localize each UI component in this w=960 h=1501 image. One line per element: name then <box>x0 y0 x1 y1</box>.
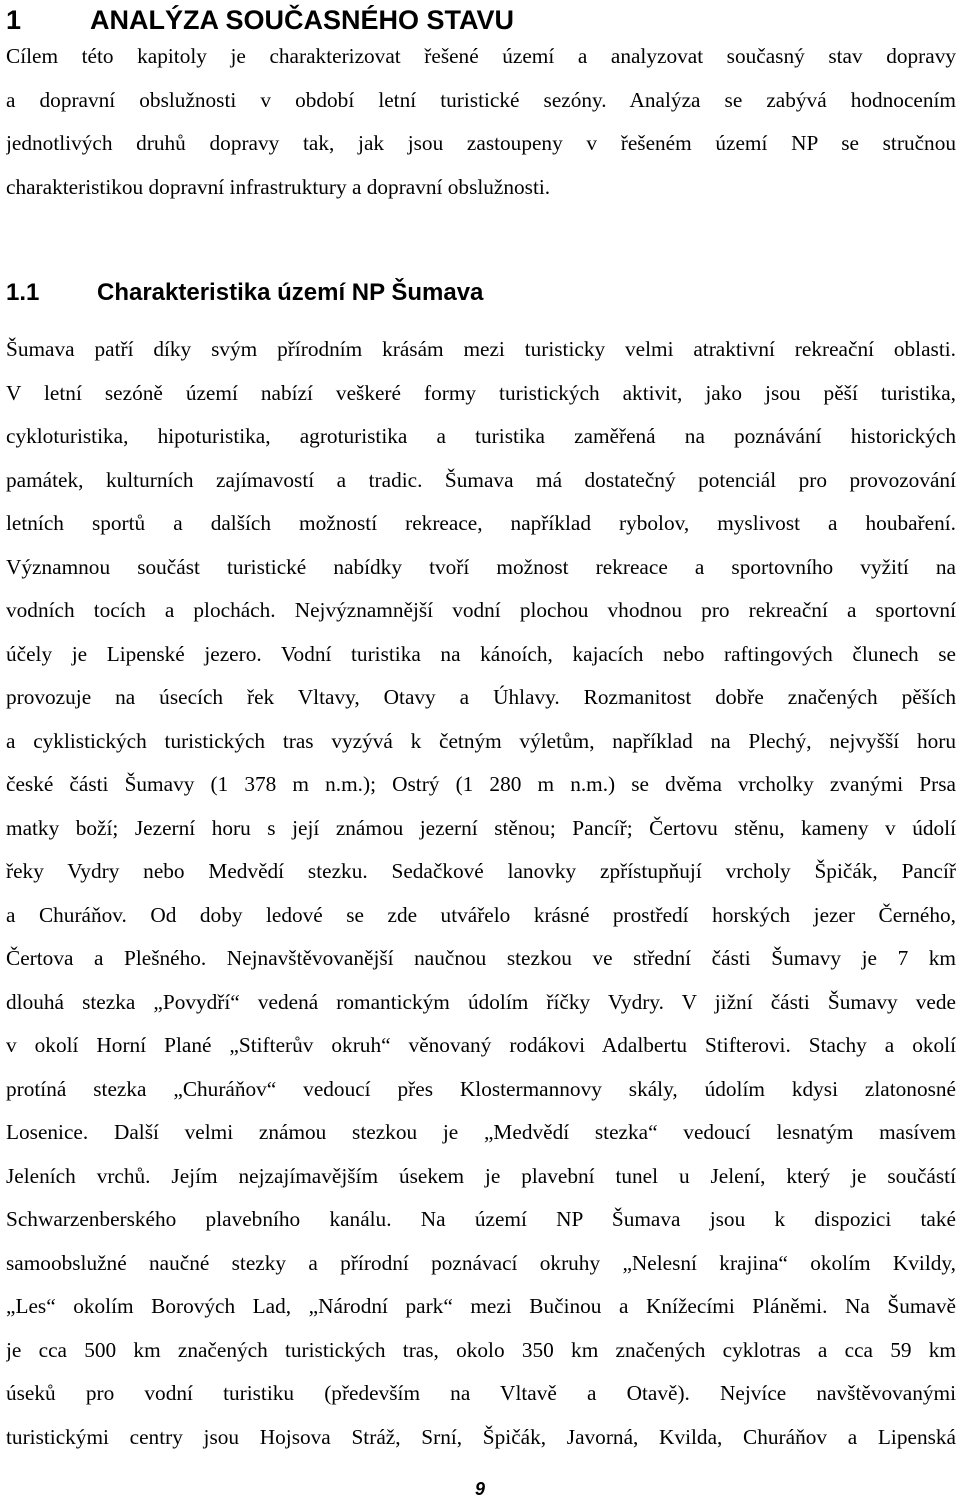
section-heading <box>6 275 483 311</box>
text-line: vodních tocích a plochách. Nejvýznamnější vodní plochou vhodnou pro rekreační a sportovní <box>6 598 956 622</box>
text-line: protíná stezka „Churáňov“ vedoucí přes Klostermannovy skály, údolím kdysi zlatonosné <box>6 1076 956 1101</box>
page-number: 9 <box>474 1479 485 1499</box>
section-number: 1.1 <box>6 279 40 306</box>
text-line: cykloturistika, hipoturistika, agroturistika a turistika zaměřená na poznávání historických <box>6 424 956 448</box>
intro-paragraph <box>6 35 956 209</box>
text-line: samoobslužné naučné stezky a přírodní poznávací okruhy „Nelesní krajina“ okolím Kvildy, <box>6 1250 956 1275</box>
text-line: památek, kulturních zajímavostí a tradic. Šumava má dostatečný potenciál pro provozování <box>6 467 956 492</box>
text-line: úseků pro vodní turistiku (především na Vltavě a Otavě). Nejvíce navštěvovanými <box>6 1381 956 1405</box>
text-line: charakteristikou dopravní infrastruktury a dopravní obslužnosti. <box>6 174 551 199</box>
text-line: jednotlivých druhů dopravy tak, jak jsou zastoupeny v řešeném území NP se stručnou <box>6 131 956 155</box>
chapter-number: 1 <box>6 5 22 35</box>
text-line: Významnou součást turistické nabídky tvoří možnost rekreace a sportovního vyžití na <box>6 554 956 579</box>
text-line: řeky Vydry nebo Medvědí stezku. Sedačkové lanovky zpřístupňují vrcholy Špičák, Pancíř <box>6 859 956 883</box>
text-line: provozuje na úsecích řek Vltavy, Otavy a Úhlavy. Rozmanitost dobře značených pěších <box>6 685 956 709</box>
text-line: V letní sezóně území nabízí veškeré formy turistických aktivit, jako jsou pěší turistika, <box>6 380 956 405</box>
text-line: turistickými centry jsou Hojsova Stráž, Srní, Špičák, Javorná, Kvilda, Churáňov a Lipenská <box>6 1424 956 1449</box>
text-line: Čertova a Plešného. Nejnavštěvovanější naučnou stezkou ve střední části Šumavy je 7 km <box>6 946 956 970</box>
chapter-title: ANALÝZA SOUČASNÉHO STAVU <box>90 5 515 35</box>
section-paragraph <box>6 328 956 1459</box>
text-line: Cílem této kapitoly je charakterizovat řešené území a analyzovat současný stav dopravy <box>6 44 956 68</box>
text-line: letních sportů a dalších možností rekreace, například rybolov, myslivost a houbaření. <box>6 511 956 535</box>
text-line: a cyklistických turistických tras vyzývá k četným výletům, například na Plechý, nejvyšší horu <box>6 728 956 753</box>
chapter-heading <box>6 2 514 38</box>
text-line: Losenice. Další velmi známou stezkou je „Medvědí stezka“ vedoucí lesnatým masívem <box>6 1120 956 1144</box>
section-title: Charakteristika území NP Šumava <box>97 279 484 306</box>
text-line: Šumava patří díky svým přírodním krásám mezi turisticky velmi atraktivní rekreační oblasti. <box>6 337 956 361</box>
text-line: Jeleních vrchů. Jejím nejzajímavějším úsekem je plavební tunel u Jelení, který je součástí <box>6 1163 956 1188</box>
text-line: účely je Lipenské jezero. Vodní turistika na kánoích, kajacích nebo raftingových člunech se <box>6 641 956 666</box>
text-line: v okolí Horní Plané „Stifterův okruh“ věnovaný rodákovi Adalbertu Stifterovi. Stachy a okolí <box>6 1033 956 1057</box>
text-line: Schwarzenberského plavebního kanálu. Na území NP Šumava jsou k dispozici také <box>6 1207 956 1231</box>
text-line: dlouhá stezka „Povydří“ vedená romantickým údolím říčky Vydry. V jižní části Šumavy vede <box>6 989 956 1014</box>
text-line: a Churáňov. Od doby ledové se zde utvářelo krásné prostředí horských jezer Černého, <box>6 902 956 927</box>
text-line: „Les“ okolím Borových Lad, „Národní park“ mezi Bučinou a Knížecími Pláněmi. Na Šumavě <box>6 1294 956 1318</box>
text-line: české části Šumavy (1 378 m n.m.); Ostrý (1 280 m n.m.) se dvěma vrcholky zvanými Prsa <box>6 772 956 796</box>
text-line: a dopravní obslužnosti v období letní turistické sezóny. Analýza se zabývá hodnocením <box>6 87 956 112</box>
text-line: matky boží; Jezerní horu s její známou jezerní stěnou; Pancíř; Čertovu stěnu, kameny v údolí <box>6 815 956 840</box>
text-line: je cca 500 km značených turistických tras, okolo 350 km značených cyklotras a cca 59 km <box>6 1337 956 1362</box>
